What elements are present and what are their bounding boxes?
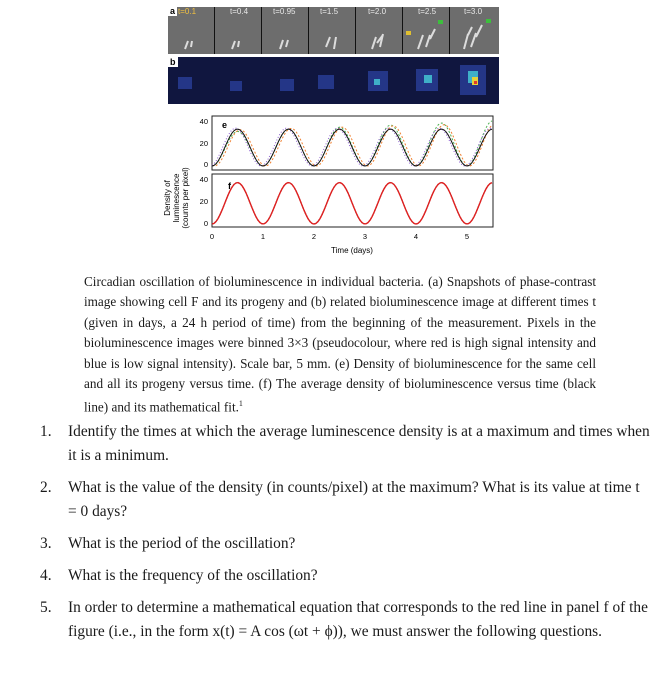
f-ytick: 0 xyxy=(203,219,208,228)
e-ytick: 0 xyxy=(203,160,208,169)
question-item xyxy=(40,420,650,468)
x-tick-label: 2 xyxy=(311,232,317,241)
time-label: t=3.0 xyxy=(464,7,483,16)
time-label: t=0.95 xyxy=(273,7,296,16)
figure xyxy=(0,0,666,262)
panel-a-label: a xyxy=(170,6,176,16)
time-label: t=2.5 xyxy=(418,7,437,16)
time-label: t=0.4 xyxy=(230,7,249,16)
x-tick-label: 1 xyxy=(260,232,266,241)
panel-f-label: f xyxy=(228,181,231,191)
x-tick-label: 5 xyxy=(464,232,470,241)
question-text: What is the period of the oscillation? xyxy=(68,535,296,552)
panel-e-label: e xyxy=(222,120,228,130)
caption-footnote: 1 xyxy=(238,399,243,409)
progeny-trace-black xyxy=(212,129,492,166)
f-ytick: 40 xyxy=(199,175,208,184)
progeny-trace xyxy=(212,121,492,166)
time-label: t=0.1 xyxy=(178,7,197,16)
y-axis-label xyxy=(163,167,190,229)
question-item xyxy=(40,564,650,588)
question-item xyxy=(40,596,650,644)
question-number: 2. xyxy=(40,479,52,496)
question-text: What is the frequency of the oscillation? xyxy=(68,567,318,584)
x-axis-label: Time (days) xyxy=(331,246,373,255)
question-number: 5. xyxy=(40,599,52,616)
x-tick-label: 4 xyxy=(413,232,419,241)
panel-f-frame xyxy=(212,174,493,227)
ylabel-line-2: luminescence xyxy=(172,173,181,223)
ylabel-line-1: Density of xyxy=(163,180,172,216)
question-text: What is the value of the density (in counts/pixel) at the maximum? What is its value at time t = 0 days? xyxy=(68,479,640,520)
question-text: In order to determine a mathematical equation that corresponds to the red line in panel f of the figure (i.e., in the form x(t) = A cos (ωt + ϕ)), we must answer the following questions. xyxy=(68,599,648,640)
question-number: 3. xyxy=(40,535,52,552)
caption-text: Circadian oscillation of bioluminescence in individual bacteria. (a) Snapshots of phase-contrast image showing cell F and its progeny and (b) related bioluminescence image at different times t (given in days, a 24 h period of time) from the beginning of the measurement. Pixels in the bioluminescence images were binned 3×3 (pseudocolour, where red is high signal intensity and blue is low signal intensity). Scale bar, 5 mm. (e) Density of bioluminescence for the same cell and all its progeny versus time. (f) The average density of bioluminescence versus time (black line) and its mathematical fit. xyxy=(84,274,596,415)
question-number: 1. xyxy=(40,423,52,440)
x-tick-label: 3 xyxy=(362,232,368,241)
question-item xyxy=(40,476,650,524)
e-ytick: 40 xyxy=(199,117,208,126)
figure-caption xyxy=(84,272,596,418)
time-label: t=1.5 xyxy=(320,7,339,16)
question-item xyxy=(40,532,650,556)
fit-line xyxy=(212,183,492,224)
e-ytick: 20 xyxy=(199,139,208,148)
question-list xyxy=(40,420,650,652)
x-tick-label: 0 xyxy=(209,232,215,241)
time-label: t=2.0 xyxy=(368,7,387,16)
panel-b-label: b xyxy=(170,57,176,67)
plots xyxy=(0,0,666,262)
ylabel-line-3: (counts per pixel) xyxy=(181,167,190,229)
question-text: Identify the times at which the average luminescence density is at a maximum and times when it is a minimum. xyxy=(68,423,650,464)
f-ytick: 20 xyxy=(199,197,208,206)
question-number: 4. xyxy=(40,567,52,584)
